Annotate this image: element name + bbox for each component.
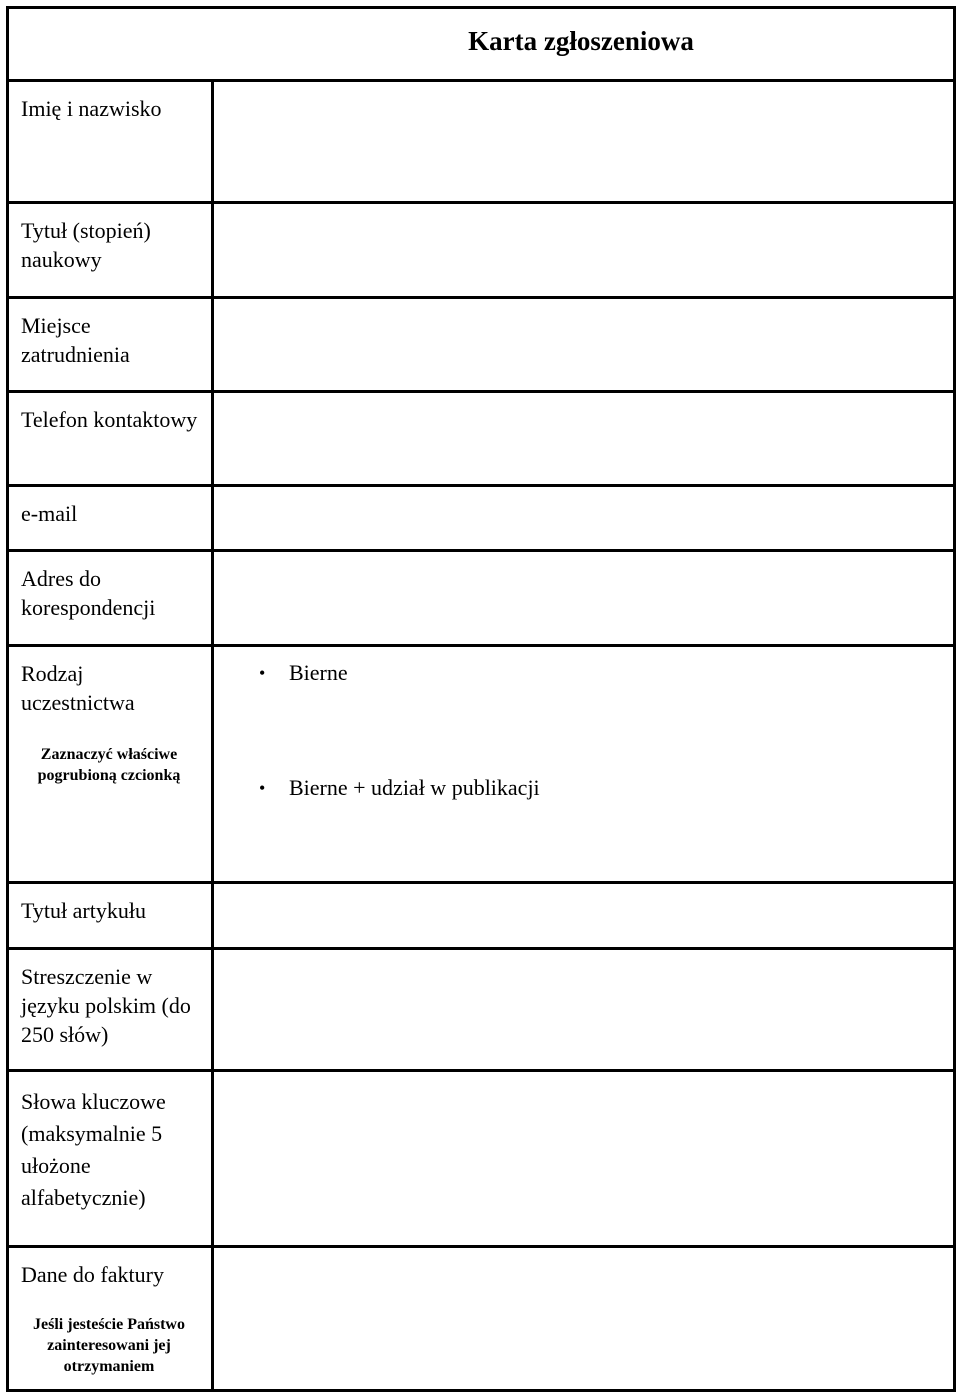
option-label: Bierne (289, 660, 348, 685)
workplace-label: Miejsce zatrudnienia (21, 313, 130, 367)
phone-label: Telefon kontaktowy (21, 407, 198, 432)
name-field[interactable] (211, 82, 953, 201)
email-field[interactable] (211, 487, 953, 549)
invoice-label: Dane do faktury (21, 1262, 164, 1287)
participation-field (211, 647, 953, 881)
form-title: Karta zgłoszeniowa (468, 26, 694, 56)
degree-field[interactable] (211, 204, 953, 296)
row-abstract (9, 947, 953, 1069)
invoice-field[interactable] (211, 1248, 953, 1389)
title-row (9, 9, 953, 79)
row-name (9, 79, 953, 201)
participation-note: Zaznaczyć właściwe pogrubioną czcionką (37, 746, 181, 784)
address-label: Adres do korespondencji (21, 566, 156, 620)
address-field[interactable] (211, 552, 953, 644)
row-address (9, 549, 953, 644)
row-email (9, 484, 953, 549)
row-participation (9, 644, 953, 881)
bullet-icon: • (259, 777, 266, 798)
bullet-icon: • (259, 662, 266, 683)
name-label: Imię i nazwisko (21, 96, 162, 121)
row-article-title (9, 881, 953, 947)
keywords-field[interactable] (211, 1072, 953, 1245)
workplace-field[interactable] (211, 299, 953, 390)
keywords-label: Słowa kluczowe (maksymalnie 5 ułożone alfabetycznie) (21, 1089, 166, 1210)
row-keywords (9, 1069, 953, 1245)
degree-label: Tytuł (stopień) naukowy (21, 218, 151, 272)
participation-label: Rodzaj uczestnictwa (21, 661, 135, 715)
row-workplace (9, 296, 953, 390)
abstract-field[interactable] (211, 950, 953, 1069)
registration-form (6, 6, 956, 1392)
phone-field[interactable] (211, 393, 953, 484)
article-title-label: Tytuł artykułu (21, 898, 146, 923)
row-phone (9, 390, 953, 484)
article-title-field[interactable] (211, 884, 953, 947)
row-invoice (9, 1245, 953, 1389)
abstract-label: Streszczenie w języku polskim (do 250 słów) (21, 964, 191, 1047)
email-label: e-mail (21, 501, 78, 526)
invoice-note: Jeśli jesteście Państwo zainteresowani jej otrzymaniem (33, 1316, 185, 1375)
option-label: Bierne + udział w publikacji (289, 775, 540, 800)
row-degree (9, 201, 953, 296)
participation-option-publication[interactable] (259, 775, 540, 801)
participation-option-passive[interactable] (259, 660, 348, 686)
